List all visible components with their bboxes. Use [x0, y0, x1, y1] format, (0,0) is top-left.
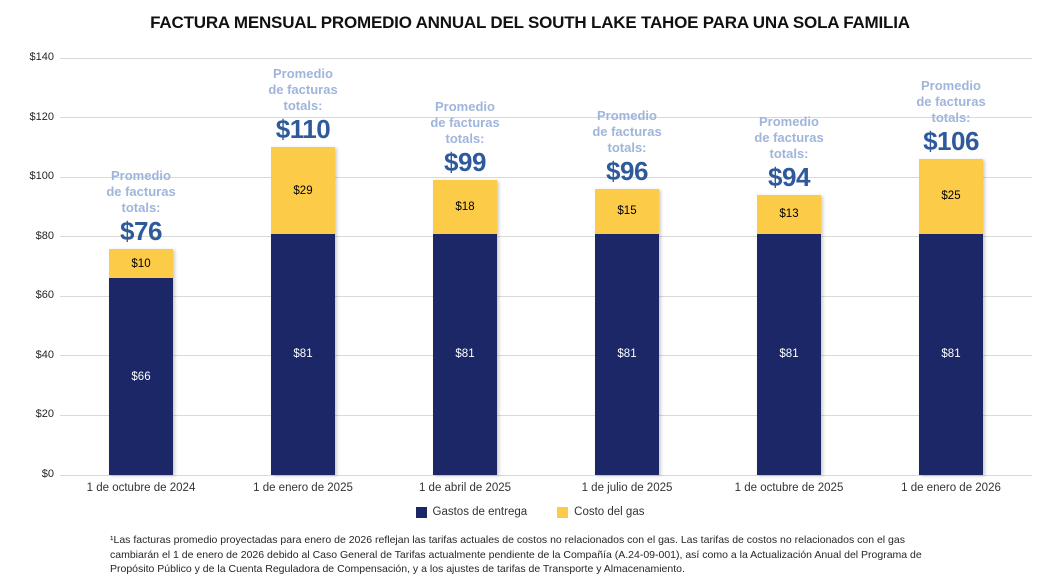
- annotation-total-value: $94: [768, 162, 810, 192]
- bar-segment-delivery: $81: [271, 234, 335, 475]
- bar-segment-delivery: $66: [109, 278, 173, 475]
- bar-segment-gas: $29: [271, 147, 335, 233]
- annotation-total-value: $76: [120, 215, 162, 246]
- bar-group: [109, 249, 173, 475]
- annotation-line: de facturas: [754, 130, 824, 145]
- annotation-line: de facturas: [430, 115, 500, 131]
- bar-segment-delivery: $81: [433, 234, 497, 475]
- bar-segment-delivery: $81: [919, 234, 983, 475]
- annotation-line: totals:: [931, 110, 971, 126]
- legend-item: [557, 506, 644, 518]
- annotation-line: totals:: [607, 140, 647, 156]
- bar-segment-delivery: $81: [595, 234, 659, 475]
- x-axis-label: 1 de julio de 2025: [581, 482, 673, 494]
- y-axis-label: $40: [35, 348, 54, 361]
- legend-swatch: [557, 507, 568, 518]
- chart-title: FACTURA MENSUAL PROMEDIO ANNUAL DEL SOUTH LAKE TAHOE PARA UNA SOLA FAMILIA: [150, 13, 910, 32]
- annotation-line: Promedio: [435, 99, 495, 115]
- legend: [0, 506, 1060, 518]
- bar-total-annotation: [866, 78, 1036, 156]
- annotation-line: totals:: [769, 146, 809, 161]
- bar-segment-delivery: $81: [757, 234, 821, 475]
- annotation-line: Promedio: [759, 114, 819, 129]
- bar-segment-gas: $25: [919, 159, 983, 233]
- legend-label: Gastos de entrega: [432, 506, 528, 518]
- bar-group: [919, 159, 983, 475]
- annotation-line: totals:: [445, 131, 485, 147]
- annotation-line: totals:: [121, 199, 161, 215]
- bar-total-annotation: [56, 168, 226, 246]
- bar-total-annotation: [218, 66, 388, 144]
- bar-segment-gas: $18: [433, 180, 497, 234]
- annotation-line: de facturas: [268, 82, 338, 98]
- annotation-total-value: $96: [606, 156, 648, 187]
- bar-group: [757, 195, 821, 475]
- bar-group: [433, 180, 497, 475]
- legend-swatch: [416, 507, 427, 518]
- annotation-line: de facturas: [106, 183, 176, 199]
- legend-item: [416, 506, 528, 518]
- x-axis-label: 1 de enero de 2026: [901, 482, 1001, 494]
- annotation-line: Promedio: [597, 108, 657, 124]
- x-axis-label: 1 de abril de 2025: [418, 482, 512, 494]
- annotation-line: de facturas: [916, 94, 986, 110]
- x-axis-label: 1 de octubre de 2025: [734, 482, 844, 494]
- footnote: ¹Las facturas promedio proyectadas para enero de 2026 reflejan las tarifas actuales de costos no relacionados con el gas. Las tarifas de costos no relacionados con el gas cambiarán el 1 de enero de 2026 debido al Caso General de Tarifas actualmente pendiente de la Compañía (A.24-09-001), así como a la Actualización Anual del Programa de Propósito Público y de la Cuenta Reguladora de Compensación, y a los ajustes de tarifas de Transporte y Almacenamiento.: [110, 534, 922, 575]
- annotation-total-value: $106: [923, 126, 979, 157]
- annotation-line: Promedio: [921, 78, 981, 94]
- bar-group: [271, 147, 335, 475]
- bar-group: [595, 189, 659, 475]
- bar-total-annotation: [380, 99, 550, 177]
- bar-total-annotation: [704, 114, 874, 192]
- annotation-total-value: $99: [444, 147, 486, 178]
- y-axis-label: $60: [35, 289, 54, 302]
- gridline: [60, 415, 1032, 416]
- gridline: [60, 475, 1032, 476]
- y-axis-label: $120: [29, 110, 54, 123]
- y-axis-label: $140: [29, 51, 54, 63]
- gridline: [60, 296, 1032, 297]
- annotation-total-value: $110: [275, 114, 331, 145]
- x-axis-label: 1 de octubre de 2024: [86, 482, 196, 494]
- annotation-line: totals:: [283, 98, 323, 114]
- bar-segment-gas: $15: [595, 189, 659, 234]
- y-axis-label: $20: [35, 408, 54, 421]
- y-axis-label: $0: [41, 468, 54, 480]
- bar-total-annotation: [542, 108, 712, 186]
- gridline: [60, 355, 1032, 356]
- gridline: [60, 58, 1032, 59]
- annotation-line: Promedio: [273, 66, 333, 82]
- annotation-line: Promedio: [111, 167, 171, 183]
- bar-segment-gas: $10: [109, 249, 173, 279]
- bar-segment-gas: $13: [757, 195, 821, 234]
- x-axis-label: 1 de enero de 2025: [253, 482, 353, 494]
- annotation-line: de facturas: [592, 124, 662, 140]
- y-axis-label: $100: [29, 170, 54, 183]
- y-axis-label: $80: [35, 229, 54, 242]
- legend-label: Costo del gas: [574, 506, 645, 518]
